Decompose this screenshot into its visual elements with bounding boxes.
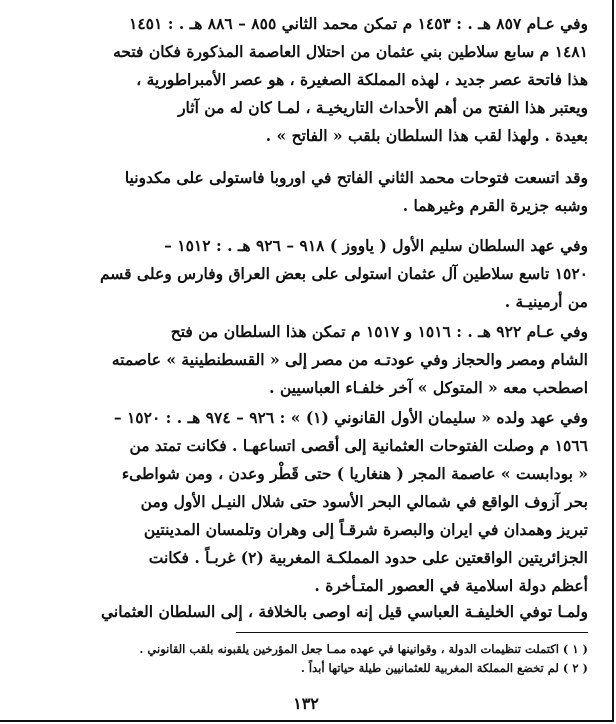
footnote-2: ( ٢ ) لم تخضع المملكة المغربية للعثمانيين طيلة حياتها أبداً . [300, 661, 588, 675]
text-line: ١٥٢٠ تاسع سلاطين آل عثمان استولى على بعض العراق وفارس وعلى قسم [99, 264, 588, 283]
paragraph-levant-egypt [80, 318, 588, 402]
text-line: وفي عـام ٨٥٧ هـ . : ١٤٥٣ م تمكن محمد الثاني ٨٥٥ – ٨٨٦ هـ . : ١٤٥١ [129, 14, 588, 33]
text-line: وفي عـام ٩٢٢ هـ . : ١٥١٦ و ١٥١٧ م تمكن هذا السلطان من فتح [170, 322, 588, 341]
text-line: الجزائريتين الواقعتين على حدود المملكـة المغربية (٢) غربـاً . فكانت [148, 548, 588, 567]
text-line: أعظم دولة اسلامية في العصور المتـأخرة . [314, 576, 588, 595]
footnotes [96, 640, 588, 678]
paragraph-europe-conquests [80, 164, 588, 220]
text-line: وفي عهد السلطان سليم الأول ( ياووز ) ٩١٨ – ٩٢٦ هـ . : ١٥١٢ – [164, 236, 588, 255]
text-line: ولمـا توفي الخليفـة العباسي قيل إنه اوصى بالخلافة ، إلى السلطان العثماني [100, 602, 588, 621]
text-line: الشام ومصر والحجاز وفي عودتـه من مصر إلى « القسطنطينية » عاصمته [111, 350, 588, 369]
text-line: بحر آزوف الواقع في شمالي البحر الأسود حتى شلال النيـل الأول ومن [140, 492, 588, 511]
text-line: بعيدة . ولهذا لقب هذا السلطان بلقب « الفاتح » . [265, 126, 588, 145]
text-line: وفي عهد ولده « سليمان الأول القانوني (١) » : ٩٢٦ – ٩٧٤ هـ . : ١٥٢٠ – [113, 408, 588, 427]
text-line: ويعتبر هذا الفتح من أهم الأحداث التاريخيـة ، لمـا كان له من آثار [178, 98, 588, 117]
text-line: وشبه جزيرة القرم وغيرهما . [402, 196, 588, 215]
footnote-separator [236, 632, 588, 633]
paragraph-selim-first [80, 232, 588, 316]
paragraph-suleiman [80, 404, 588, 600]
paragraph-caliphate [80, 598, 588, 626]
text-line: اصطحب معه « المتوكل » آخر خلفـاء العباسيين . [269, 378, 588, 397]
text-line: من أرمينيـة . [504, 292, 588, 311]
paragraph-conquest-constantinople [80, 10, 588, 150]
text-line: هذا فاتحة عصر جديد ، لهذه المملكة الصغيرة ، هو عصر الأمبراطورية ، [136, 70, 588, 89]
text-line: تبريز وهمدان في ايران والبصرة شرقـاً إلى وهران وتلمسان المدينتين [143, 520, 588, 539]
page-number: ١٣٢ [293, 694, 319, 713]
text-line: وقد اتسعت فتوحات محمد الثاني الفاتح في اوروبا فاستولى على مكدونيا [124, 168, 588, 187]
text-line: ١٥٦٦ م وصلت الفتوحات العثمانية إلى أقصى اتساعهـا . فكانت تمتد من [129, 436, 588, 455]
footnote-1: ( ١ ) اكتملت تنظيمات الدولة ، وقوانينها في عهده ممـا جعل المؤرخين يلقبونه بلقب القانوني . [139, 642, 588, 656]
text-line: « بودابست » عاصمة المجر ( هنغاريا ) حتى قَطْر وعدن ، ومن شواطىء [121, 464, 588, 483]
text-line: ١٤٨١ م سابع سلاطين بني عثمان من احتلال العاصمة المذكورة فكان فتحه [113, 42, 588, 61]
